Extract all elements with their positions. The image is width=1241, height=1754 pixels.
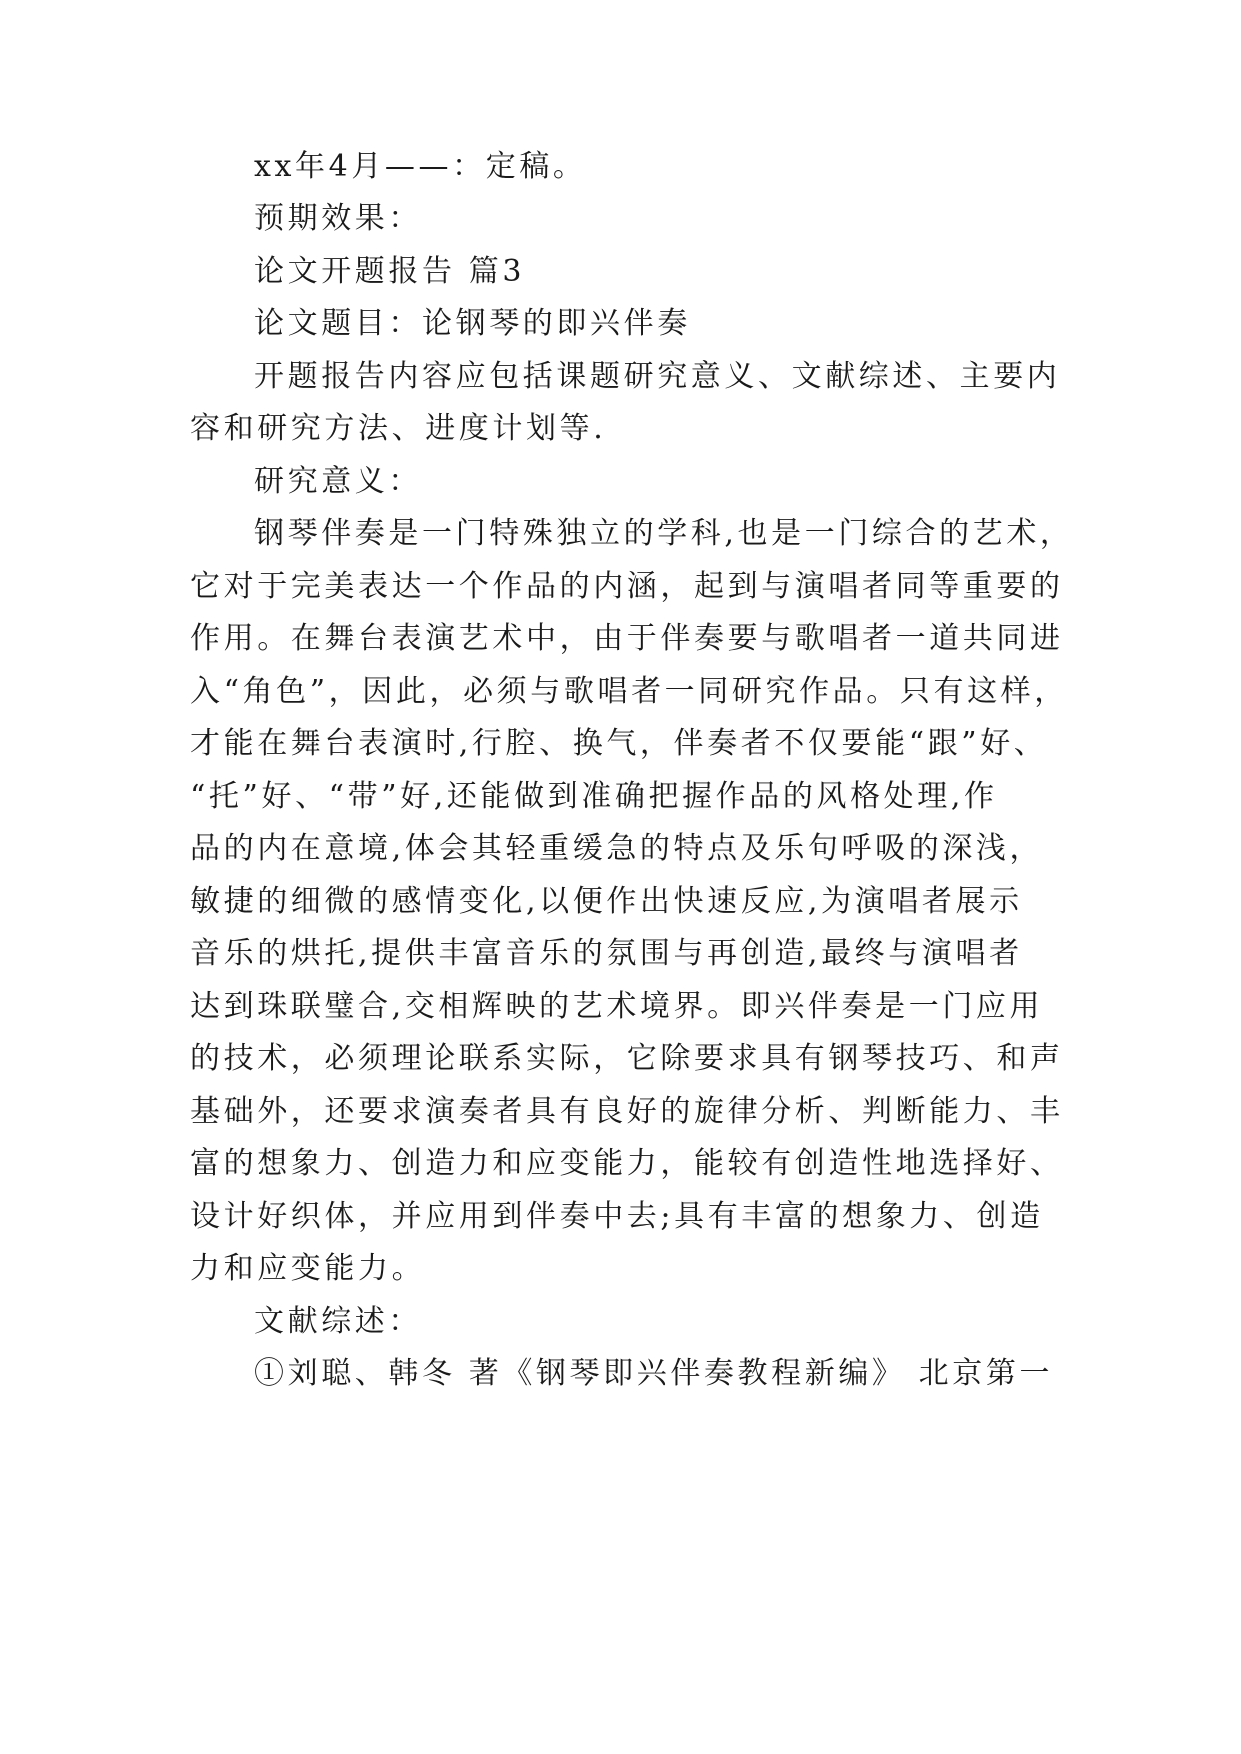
text-line: 力和应变能力。 bbox=[190, 1251, 426, 1286]
text-line: 设计好织体，并应用到伴奏中去;具有丰富的想象力、创造 bbox=[190, 1199, 1044, 1234]
text-line: 它对于完美表达一个作品的内涵，起到与演唱者同等重要的 bbox=[190, 569, 1064, 604]
section-heading: 研究意义： bbox=[254, 464, 422, 499]
section-heading: 文献综述： bbox=[254, 1304, 422, 1339]
text-line: 才能在舞台表演时,行腔、换气，伴奏者不仅要能“跟”好、 bbox=[190, 726, 1048, 761]
text-line: 基础外，还要求演奏者具有良好的旋律分析、判断能力、丰 bbox=[190, 1094, 1064, 1129]
paper-title-line: 论文题目：论钢琴的即兴伴奏 bbox=[254, 306, 691, 341]
text-line: 音乐的烘托,提供丰富音乐的氛围与再创造,最终与演唱者 bbox=[190, 936, 1023, 971]
text-line: “托”好、“带”好,还能做到准确把握作品的风格处理,作 bbox=[190, 779, 998, 814]
text-line: 开题报告内容应包括课题研究意义、文献综述、主要内 bbox=[254, 359, 1061, 394]
text-line: 入“角色”，因此，必须与歌唱者一同研究作品。只有这样， bbox=[190, 674, 1068, 709]
text-line: 钢琴伴奏是一门特殊独立的学科,也是一门综合的艺术， bbox=[254, 516, 1074, 551]
text-line: xx年4月——：定稿。 bbox=[254, 149, 587, 184]
text-line: 容和研究方法、进度计划等. bbox=[190, 411, 607, 446]
text-line: 达到珠联璧合,交相辉映的艺术境界。即兴伴奏是一门应用 bbox=[190, 989, 1044, 1024]
text-line: 预期效果： bbox=[254, 201, 422, 236]
text-line: 敏捷的细微的感情变化,以便作出快速反应,为演唱者展示 bbox=[190, 884, 1023, 919]
section-heading: 论文开题报告 篇3 bbox=[254, 254, 526, 289]
text-line: 作用。在舞台表演艺术中，由于伴奏要与歌唱者一道共同进 bbox=[190, 621, 1064, 656]
text-line: 富的想象力、创造力和应变能力，能较有创造性地选择好、 bbox=[190, 1146, 1064, 1181]
text-line: 品的内在意境,体会其轻重缓急的特点及乐句呼吸的深浅， bbox=[190, 831, 1044, 866]
text-line: 的技术，必须理论联系实际，它除要求具有钢琴技巧、和声 bbox=[190, 1041, 1064, 1076]
reference-item: ①刘聪、韩冬 著《钢琴即兴伴奏教程新编》 北京第一 bbox=[254, 1356, 1054, 1391]
